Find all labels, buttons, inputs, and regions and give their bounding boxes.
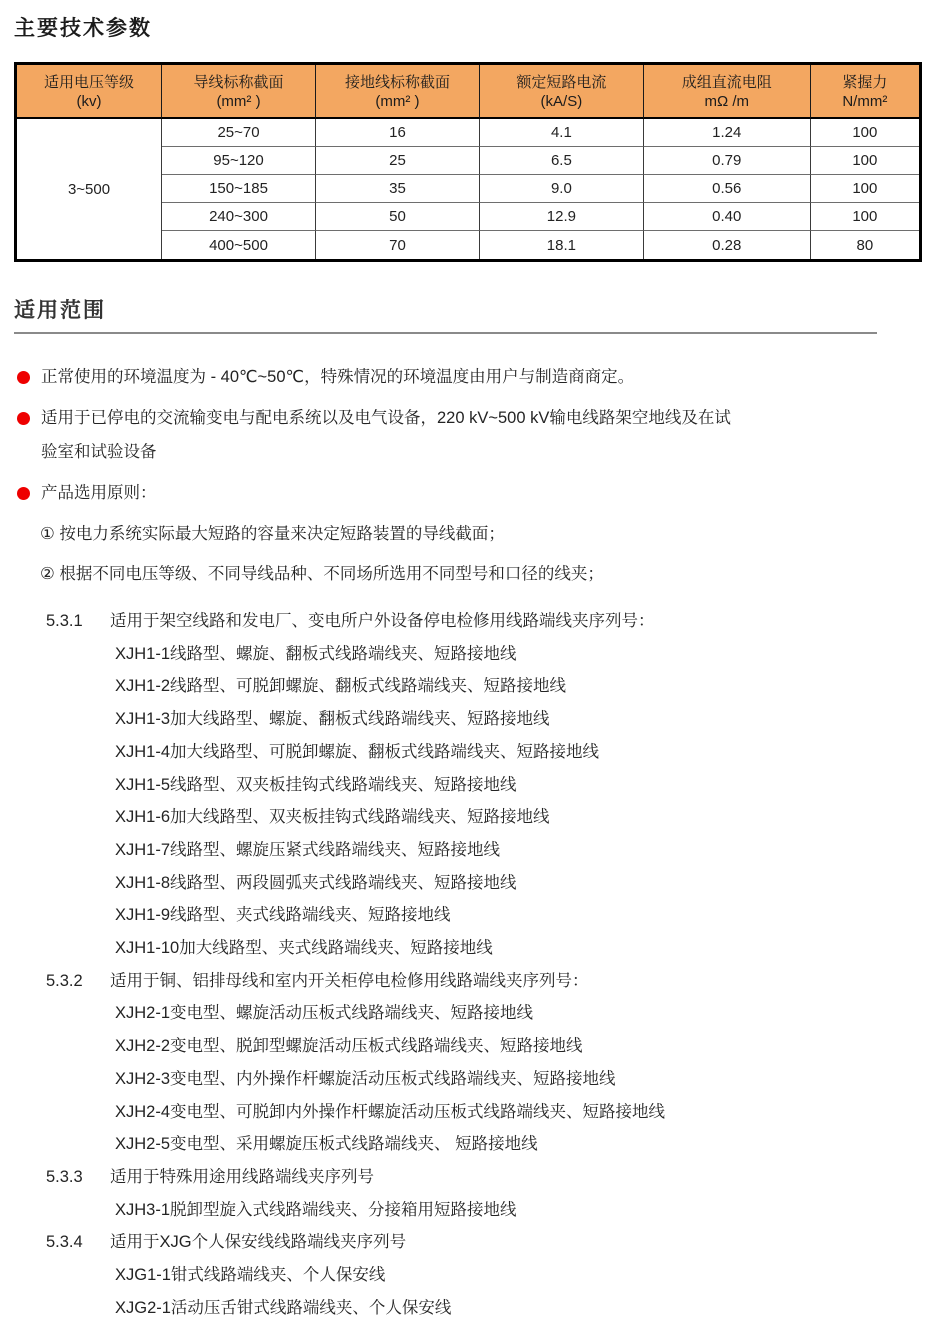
table-cell: 18.1 — [480, 231, 644, 259]
bullet-line: 正常使用的环境温度为 - 40℃~50℃，特殊情况的环境温度由用户与制造商商定。 — [41, 368, 635, 386]
table-cell: 80 — [856, 236, 874, 254]
section-number: 5.3.4 — [46, 1233, 83, 1252]
bullet-item — [14, 401, 922, 469]
selection-principles-list — [14, 517, 922, 591]
red-dot-icon — [17, 371, 30, 384]
table-cell: 16 — [316, 119, 480, 147]
model-item: XJH1-5线路型、双夹板挂钩式线路端线夹、短路接地线 — [115, 775, 517, 794]
table-cell: 100 — [811, 203, 919, 231]
section-heading-text: 适用于XJG个人保安线线路端线夹序列号 — [110, 1233, 407, 1252]
table-cell: 25 — [316, 147, 480, 175]
table-cell: 240~300 — [162, 203, 316, 231]
model-list — [14, 638, 922, 965]
table-header-cell — [17, 65, 162, 119]
model-item: XJH1-9线路型、夹式线路端线夹、短路接地线 — [115, 906, 451, 925]
model-item: XJH2-3变电型、内外操作杆螺旋活动压板式线路端线夹、短路接地线 — [115, 1069, 616, 1088]
section-number: 5.3.1 — [46, 612, 83, 630]
table-header-cell — [162, 65, 316, 119]
model-item: XJH3-1脱卸型旋入式线路端线夹、分接箱用短路接地线 — [115, 1200, 517, 1219]
header-label: 适用电压等级 — [44, 73, 135, 91]
model-list — [14, 997, 922, 1161]
bullet-line: 产品选用原则： — [41, 484, 157, 502]
principle-item: ② 根据不同电压等级、不同导线品种、不同场所选用不同型号和口径的线夹； — [40, 565, 604, 583]
section-5-3-3 — [14, 1161, 922, 1226]
table-cell: 12.9 — [480, 203, 644, 231]
table-cell: 0.28 — [644, 231, 811, 259]
section-5-3-2 — [14, 965, 922, 1161]
model-item: XJH2-2变电型、脱卸型螺旋活动压板式线路端线夹、短路接地线 — [115, 1037, 583, 1056]
model-item: XJH1-4加大线路型、可脱卸螺旋、翻板式线路端线夹、短路接地线 — [115, 742, 600, 761]
table-header-cell — [480, 65, 644, 119]
red-dot-icon — [17, 412, 30, 425]
section-number: 5.3.2 — [46, 971, 83, 990]
header-unit: (mm² ) — [375, 92, 420, 110]
voltage-range-cell: 3~500 — [17, 119, 162, 259]
table-cell: 0.56 — [644, 175, 811, 203]
model-item: XJH1-2线路型、可脱卸螺旋、翻板式线路端线夹、短路接地线 — [115, 677, 567, 696]
table-cell: 0.79 — [644, 147, 811, 175]
section-heading — [14, 965, 922, 998]
header-label: 接地线标称截面 — [344, 73, 450, 91]
header-unit: (kA/S) — [540, 92, 583, 110]
model-item: XJH1-6加大线路型、双夹板挂钩式线路端线夹、短路接地线 — [115, 808, 550, 827]
table-cell: 100 — [811, 119, 919, 147]
bullet-text — [41, 476, 157, 510]
technical-parameters-table — [14, 62, 922, 262]
table-header-cell — [316, 65, 480, 119]
table-cell: 50 — [316, 203, 480, 231]
table-header-cell — [644, 65, 811, 119]
section-title-scope: 适用范围 — [14, 299, 106, 322]
red-dot-icon — [17, 487, 30, 500]
bullet-text — [41, 360, 634, 394]
table-cell: 100 — [811, 147, 919, 175]
section-heading-text: 适用于铜、铝排母线和室内开关柜停电检修用线路端线夹序列号： — [110, 971, 589, 990]
bullet-line: 验室和试验设备 — [41, 443, 157, 461]
bullet-item — [14, 360, 922, 394]
header-label: 紧握力 — [842, 73, 888, 91]
model-item: XJH1-7线路型、螺旋压紧式线路端线夹、短路接地线 — [115, 840, 501, 859]
model-item: XJH1-1线路型、螺旋、翻板式线路端线夹、短路接地线 — [115, 644, 517, 663]
bullet-line: 适用于已停电的交流输变电与配电系统以及电气设备，220 kV~500 kV输电线路架空地线及在试 — [41, 409, 731, 427]
table-cell: 95~120 — [162, 147, 316, 175]
table-cell: 35 — [316, 175, 480, 203]
scope-bullet-list — [14, 360, 922, 510]
model-item: XJH2-5变电型、采用螺旋压板式线路端线夹、 短路接地线 — [115, 1135, 538, 1154]
header-label: 导线标称截面 — [193, 73, 284, 91]
header-unit: mΩ /m — [704, 92, 750, 110]
table-cell: 9.0 — [480, 175, 644, 203]
table-cell: 4.1 — [480, 119, 644, 147]
section-heading — [14, 1161, 922, 1194]
table-cell: 0.40 — [644, 203, 811, 231]
table-header-cell — [811, 65, 919, 119]
section-heading-text: 适用于架空线路和发电厂、变电所户外设备停电检修用线路端线夹序列号： — [110, 612, 655, 630]
section-5-3-1 — [14, 605, 922, 965]
model-item: XJG1-1钳式线路端线夹、个人保安线 — [115, 1266, 386, 1285]
section-heading-text: 适用于特殊用途用线路端线夹序列号 — [110, 1167, 374, 1186]
model-item: XJH1-8线路型、两段圆弧夹式线路端线夹、短路接地线 — [115, 873, 517, 892]
page-title: 主要技术参数 — [14, 17, 152, 40]
header-unit: (kv) — [76, 92, 102, 110]
header-unit: (mm² ) — [216, 92, 261, 110]
table-cell: 150~185 — [162, 175, 316, 203]
model-list — [14, 1194, 922, 1227]
model-item: XJG2-1活动压舌钳式线路端线夹、个人保安线 — [115, 1298, 452, 1317]
table-cell: 1.24 — [644, 119, 811, 147]
table-cell: 6.5 — [480, 147, 644, 175]
header-unit: N/mm² — [842, 92, 888, 110]
model-item: XJH1-3加大线路型、螺旋、翻板式线路端线夹、短路接地线 — [115, 710, 550, 729]
section-underline — [14, 332, 877, 334]
table-cell: 25~70 — [162, 119, 316, 147]
model-item: XJH2-1变电型、螺旋活动压板式线路端线夹、短路接地线 — [115, 1004, 534, 1023]
bullet-item — [14, 476, 922, 510]
table-cell: 400~500 — [162, 231, 316, 259]
section-heading — [14, 605, 922, 638]
bullet-text — [41, 401, 731, 469]
model-item: XJH2-4变电型、可脱卸内外操作杆螺旋活动压板式线路端线夹、短路接地线 — [115, 1102, 666, 1121]
header-label: 额定短路电流 — [516, 73, 607, 91]
model-item: XJH1-10加大线路型、夹式线路端线夹、短路接地线 — [115, 939, 493, 958]
principle-item: ① 按电力系统实际最大短路的容量来决定短路装置的导线截面； — [40, 525, 505, 543]
section-number: 5.3.3 — [46, 1167, 83, 1186]
header-label: 成组直流电阻 — [681, 73, 772, 91]
table-cell: 70 — [316, 231, 480, 259]
section-heading — [14, 1226, 922, 1259]
series-sections — [14, 605, 922, 1324]
table-cell: 100 — [811, 175, 919, 203]
model-list — [14, 1259, 922, 1324]
